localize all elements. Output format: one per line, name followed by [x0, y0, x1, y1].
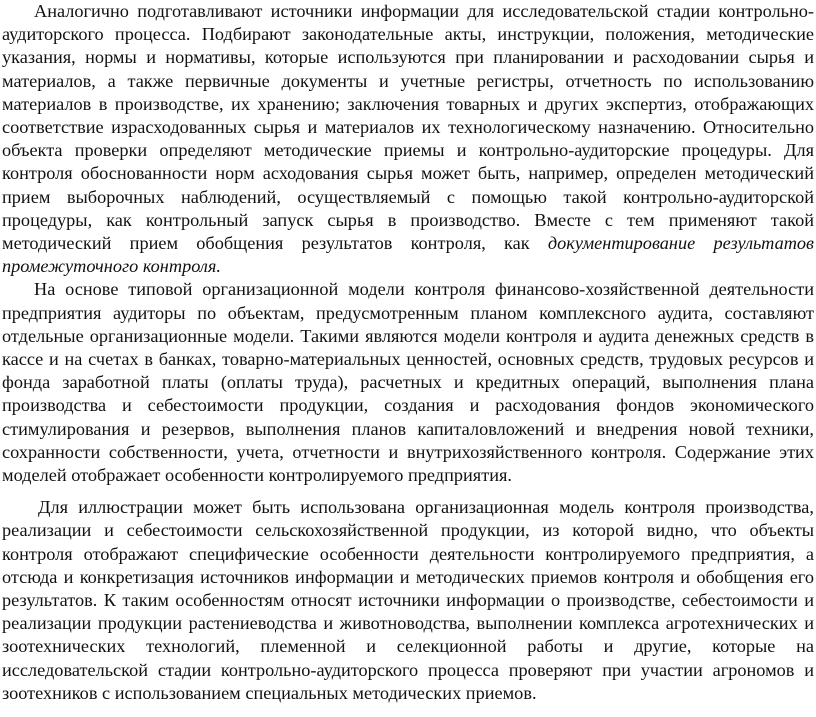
paragraph-3-text: Для иллюстрации может быть использована организационная модель контроля производства, реализации и себестоимости сельскохозяйственной продукции, из которой видно, что объекты контроля отображают специфические особенности деятельности контролируемого предприятия, а отсюда и конкретизация источников информации и методических приемов контроля и обобщения его результатов. К таким особенностям относят источники информации о производстве, себестоимости и реализации продукции растениеводства и животноводства, выполнении комплекса агротехнических и зоотехнических технологий, племенной и селекционной работы и другие, которые на исследовательской стадии контрольно-аудиторского процесса проверяют при участии агрономов и зоотехников с использованием специальных методических приемов. [2, 497, 814, 703]
paragraph-3 [2, 496, 814, 705]
paragraph-1 [2, 0, 814, 278]
paragraph-1-text: Аналогично подготавливают источники информации для исследовательской стадии контрольно-аудиторского процесса. Подбирают законодательные акты, инструкции, положения, методические указания, нормы и нормативы, которые используются при планировании и расходовании сырья и материалов, а также первичные документы и учетные регистры, отчетность по использованию материалов в производстве, их хранению; заключения товарных и других экспертиз, отображающих соответствие израсходованных сырья и материалов их технологическому назначению. Относительно объекта проверки определяют методические приемы и контрольно-аудиторские процедуры. Для контроля обоснованности норм асходования сырья может быть, например, определен методический прием выборочных наблюдений, осуществляемый с помощью такой контрольно-аудиторской процедуры, как контрольный запуск сырья в производство. Вместе с тем применяют такой методический прием обобщения результатов контроля, как [2, 1, 814, 254]
paragraph-1-emphasis: документирование результатов промежуточного контроля. [2, 233, 814, 277]
paragraph-2 [2, 278, 814, 487]
paragraph-2-text: На основе типовой организационной модели контроля финансово-хозяйственной деятельности предприятия аудиторы по объектам, предусмотренным планом комплексного аудита, составляют отдельные организационные модели. Такими являются модели контроля и аудита денежных средств в кассе и на счетах в банках, товарно-материальных ценностей, основных средств, трудовых ресурсов и фонда заработной платы (оплаты труда), расчетных и кредитных операций, выполнения плана производства и себестоимости продукции, создания и расходования фондов экономического стимулирования и резервов, выполнения планов капиталовложений и внедрения новой техники, сохранности собственности, учета, отчетности и внутрихозяйственного контроля. Содержание этих моделей отображает особенности контролируемого предприятия. [2, 279, 814, 486]
